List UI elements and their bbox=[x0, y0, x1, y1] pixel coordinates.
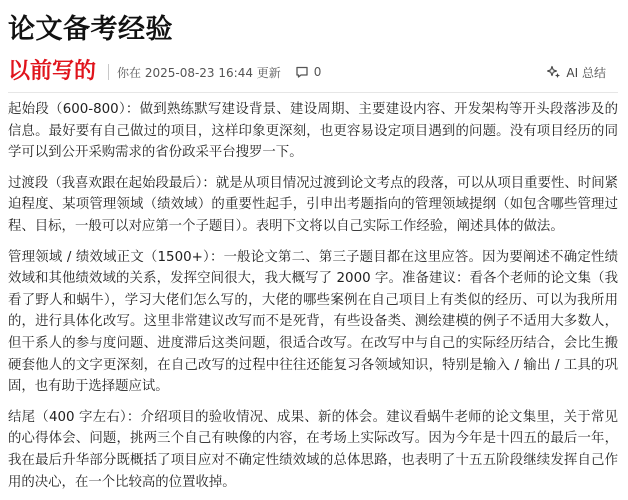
article-body bbox=[8, 99, 618, 493]
paragraph-main-body: 管理领域 / 绩效域正文（1500+）：一般论文第二、第三子题目都在这里应答。因为要阐述不确定性绩效域和其他绩效域的关系，发挥空间很大，我大概写了 2000 字。准备建议：看各个老师的论文集（我看了野人和蜗牛），学习大佬们怎么写的，大佬的哪些案例在自己项目上有类似的经历、可以为我所用的，进行具体化改写。这里非常建议改写而不是死背，有些设备类、测绘建模的例子不适用大多数人，但干系人的参与度问题、进度滞后这类问题，很适合改写。在改写中与自己的实际经历结合，会比生搬硬套他人的文字更深刻，在自己改写的过程中往往还能复习各领域知识，特别是输入 / 输出 / 工具的巩固，也有助于选择题应试。 bbox=[8, 249, 618, 395]
ai-summary-button[interactable] bbox=[547, 54, 606, 90]
article-title: 论文备考经验 bbox=[8, 14, 173, 45]
comment-count: 0 bbox=[313, 65, 322, 79]
paragraph-transition: 过渡段（我喜欢跟在起始段最后）：就是从项目情况过渡到论文考点的段落，可以从项目重要性、时间紧迫程度、某项管理领域（绩效域）的重要性起手，引申出考题指向的管理领域提纲（如包含哪些管理过程、目标，一般可以对应第一个子题目）。表明下文将以自己实际工作经验，阐述具体的做法。 bbox=[8, 175, 618, 234]
meta-separator bbox=[8, 92, 618, 93]
comment-button[interactable] bbox=[295, 65, 322, 79]
ai-sparkle-icon bbox=[547, 65, 561, 79]
paragraph-opening: 起始段（600-800）：做到熟练默写建设背景、建设周期、主要建设内容、开发架构等开头段落涉及的信息。最好要有自己做过的项目，这样印象更深刻，也更容易设定项目遇到的问题。没有项目经历的同学可以到公开采购需求的省份政采平台搜罗一下。 bbox=[8, 102, 618, 161]
ai-summary-label: AI 总结 bbox=[566, 65, 606, 80]
comment-icon bbox=[295, 65, 309, 79]
paragraph-ending: 结尾（400 字左右）：介绍项目的验收情况、成果、新的体会。建议看蜗牛老师的论文集里，关于常见的心得体会、问题，挑两三个自己有映像的内容，在考场上实际改写。因为今年是十四五的最后一年，我在最后升华部分既概括了项目应对不确定性绩效域的总体思路，也表明了十五五阶段继续发挥自己作用的决心，在一个比较高的位置收掉。 bbox=[8, 409, 618, 490]
meta-divider bbox=[108, 64, 109, 80]
author-name[interactable]: 以前写的 bbox=[8, 59, 97, 84]
article-meta-bar bbox=[8, 54, 618, 90]
update-info: 你在 2025-08-23 16:44 更新 bbox=[117, 65, 281, 80]
